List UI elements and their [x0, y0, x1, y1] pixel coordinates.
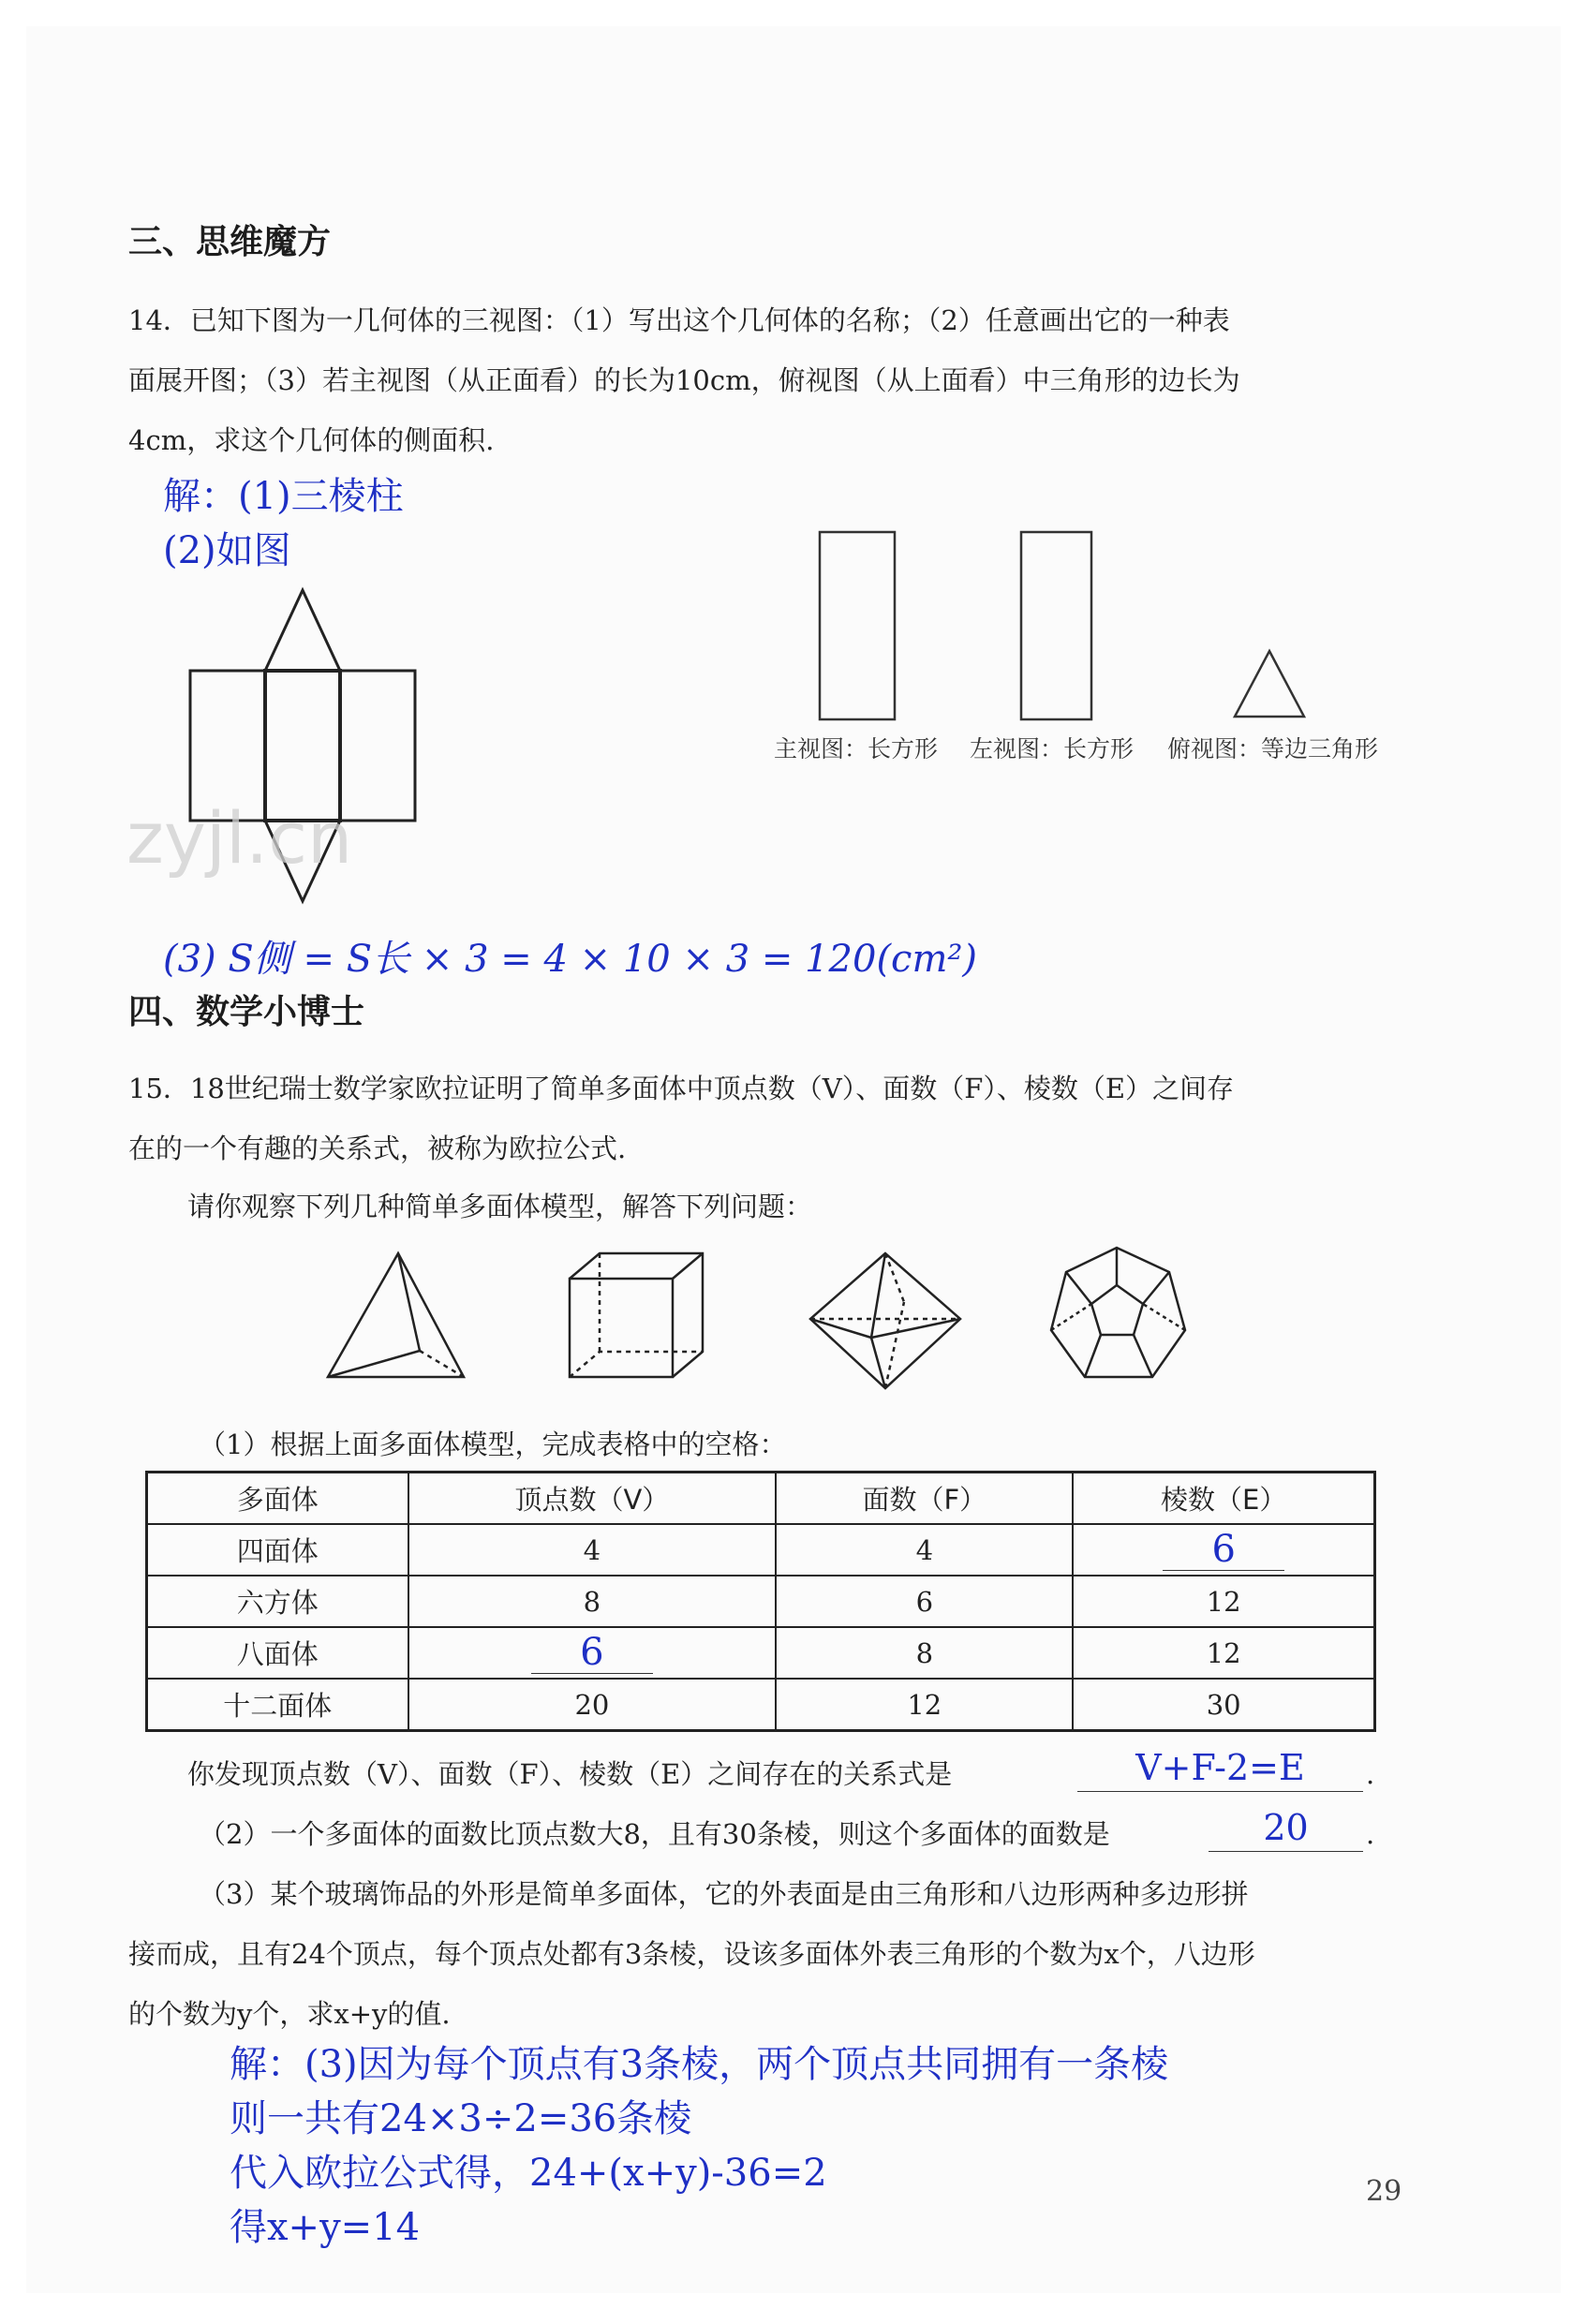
table-cell: 六方体	[147, 1576, 408, 1627]
table-header: 棱数（E）	[1073, 1473, 1374, 1525]
table-row	[147, 1576, 1375, 1627]
table-cell: 30	[1073, 1679, 1374, 1731]
answer-blank: 6	[531, 1632, 653, 1674]
top-view-caption: 俯视图：等边三角形	[1167, 735, 1379, 762]
q14-answer-2: (2)如图	[163, 529, 291, 572]
q14-line-2: 面展开图；（3）若主视图（从正面看）的长为10cm，俯视图（从上面看）中三角形的边长为	[128, 364, 1240, 396]
q15-sub-1: （1）根据上面多面体模型，完成表格中的空格：	[199, 1428, 787, 1460]
net-triangle-top	[265, 590, 340, 671]
sub2-answer: 20	[1209, 1804, 1363, 1852]
relation-answer: V+F-2=E	[1077, 1744, 1363, 1792]
left-view-rect	[1021, 532, 1091, 719]
table-cell: 20	[408, 1679, 777, 1731]
table-header: 多面体	[147, 1473, 408, 1525]
watermark-text: zyjl.cn	[126, 796, 353, 880]
table-cell: 十二面体	[147, 1679, 408, 1731]
q15-line-2: 在的一个有趣的关系式，被称为欧拉公式.	[128, 1132, 627, 1164]
q15-sub-3-line-2: 接而成，且有24个顶点，每个顶点处都有3条棱，设该多面体外表三角形的个数为x个，八边形	[128, 1938, 1255, 1970]
tetrahedron	[328, 1253, 464, 1377]
page-number: 29	[1366, 2175, 1402, 2208]
table-cell: 4	[776, 1524, 1073, 1576]
q15-solution-1: 解：(3)因为每个顶点有3条棱，两个顶点共同拥有一条棱	[230, 2043, 1169, 2086]
table-cell: 四面体	[147, 1524, 408, 1576]
q15-sub-2: （2）一个多面体的面数比顶点数大8，且有30条棱，则这个多面体的面数是	[199, 1818, 1110, 1850]
cube	[570, 1253, 703, 1377]
front-view-caption: 主视图：长方形	[774, 735, 939, 762]
q14-line-3: 4cm，求这个几何体的侧面积.	[128, 424, 495, 456]
polyhedra-drawing	[309, 1236, 1227, 1405]
q15-solution-3: 代入欧拉公式得，24+(x+y)-36=2	[230, 2152, 827, 2195]
table-header-row	[147, 1473, 1375, 1525]
table-cell: 4	[408, 1524, 777, 1576]
table-row	[147, 1627, 1375, 1679]
octahedron	[810, 1253, 960, 1388]
table-cell: 12	[776, 1679, 1073, 1731]
table-cell: 12	[1073, 1576, 1374, 1627]
table-cell: 8	[776, 1627, 1073, 1679]
polyhedra-table	[145, 1471, 1376, 1732]
table-header: 顶点数（V）	[408, 1473, 777, 1525]
table-row	[147, 1679, 1375, 1731]
table-cell: 12	[1073, 1627, 1374, 1679]
section-3-title: 三、思维魔方	[128, 223, 332, 261]
table-cell	[408, 1627, 777, 1679]
q14-line-1: 14．已知下图为一几何体的三视图：（1）写出这个几何体的名称；（2）任意画出它的一种表	[128, 304, 1230, 336]
table-row	[147, 1524, 1375, 1576]
q15-sub-3-line-1: （3）某个玻璃饰品的外形是简单多面体，它的外表面是由三角形和八边形两种多边形拼	[199, 1878, 1249, 1910]
dodecahedron	[1051, 1248, 1185, 1377]
table-header: 面数（F）	[776, 1473, 1073, 1525]
three-views-drawing	[796, 525, 1415, 731]
relation-question: 你发现顶点数（V）、面数（F）、棱数（E）之间存在的关系式是	[187, 1758, 953, 1790]
answer-blank: 6	[1163, 1529, 1284, 1571]
section-4-title: 四、数学小博士	[128, 993, 365, 1031]
table-cell	[1073, 1524, 1374, 1576]
top-view-triangle	[1235, 651, 1304, 717]
q15-solution-2: 则一共有24×3÷2=36条棱	[230, 2097, 692, 2140]
q15-solution-4: 得x+y=14	[230, 2206, 421, 2249]
front-view-rect	[820, 532, 895, 719]
q14-answer-3: (3) S侧 = S长 × 3 = 4 × 10 × 3 = 120(cm²)	[163, 938, 978, 981]
q15-line-1: 15．18世纪瑞士数学家欧拉证明了简单多面体中顶点数（V）、面数（F）、棱数（E）之间存	[128, 1073, 1235, 1104]
left-view-caption: 左视图：长方形	[970, 735, 1135, 762]
table-cell: 八面体	[147, 1627, 408, 1679]
q15-line-3: 请你观察下列几种简单多面体模型，解答下列问题：	[187, 1191, 813, 1222]
q14-answer-1: 解：(1)三棱柱	[163, 475, 404, 518]
q15-sub-3-line-3: 的个数为y个，求x+y的值.	[128, 1998, 451, 2030]
sub2-period: .	[1366, 1818, 1375, 1850]
table-cell: 6	[776, 1576, 1073, 1627]
table-cell: 8	[408, 1576, 777, 1627]
relation-period: .	[1366, 1758, 1375, 1790]
